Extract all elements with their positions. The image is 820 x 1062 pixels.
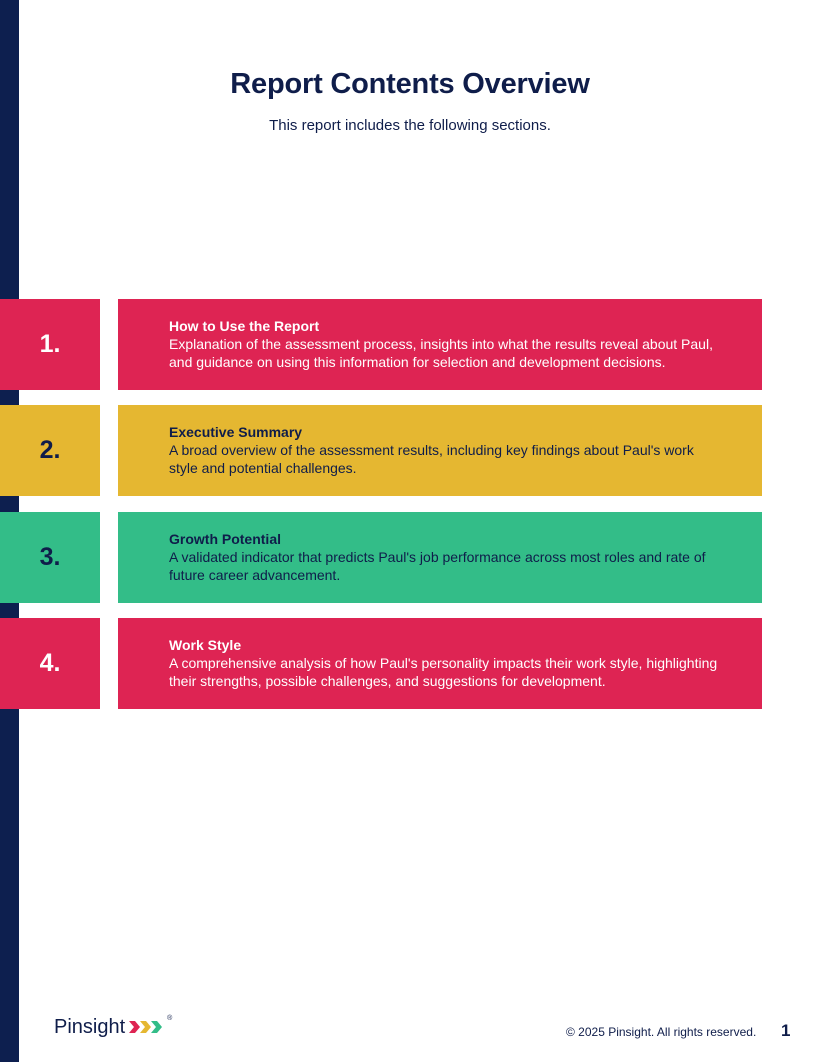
section-number-box	[0, 299, 100, 390]
section-row-2	[0, 405, 762, 496]
pinsight-logo	[54, 1014, 172, 1040]
section-card	[118, 405, 762, 496]
section-number: 2.	[39, 436, 61, 464]
section-number-box	[0, 405, 100, 496]
copyright-text: © 2025 Pinsight. All rights reserved.	[566, 1025, 757, 1039]
page-number: 1	[781, 1021, 791, 1040]
page-title: Report Contents Overview	[230, 68, 590, 100]
section-title: Work Style	[169, 637, 242, 653]
section-description: A broad overview of the assessment results, including key findings about Paul's work style and potential challenges.	[169, 442, 694, 476]
section-row-1	[0, 299, 762, 390]
section-title: How to Use the Report	[169, 318, 320, 334]
page-subtitle: This report includes the following sections.	[269, 117, 551, 134]
section-card	[118, 299, 762, 390]
section-number: 4.	[39, 649, 61, 677]
section-row-3	[0, 512, 762, 603]
logo-wordmark: Pinsight	[54, 1015, 126, 1038]
section-title: Executive Summary	[169, 424, 303, 440]
section-description: A validated indicator that predicts Paul's job performance across most roles and rate of future career advancement.	[169, 549, 706, 583]
section-number-box	[0, 512, 100, 603]
section-card	[118, 618, 762, 709]
section-description: A comprehensive analysis of how Paul's personality impacts their work style, highlighting their strengths, possible challenges, and suggestions for development.	[169, 655, 718, 689]
section-card	[118, 512, 762, 603]
section-number: 3.	[39, 543, 61, 571]
registered-mark: ®	[167, 1015, 173, 1022]
section-number: 1.	[39, 330, 61, 358]
section-row-4	[0, 618, 762, 709]
section-description: Explanation of the assessment process, insights into what the results reveal about Paul, and guidance on using this information for selection and development decisions.	[169, 336, 713, 370]
chevrons-icon	[129, 1019, 167, 1035]
section-title: Growth Potential	[169, 531, 281, 547]
section-number-box	[0, 618, 100, 709]
